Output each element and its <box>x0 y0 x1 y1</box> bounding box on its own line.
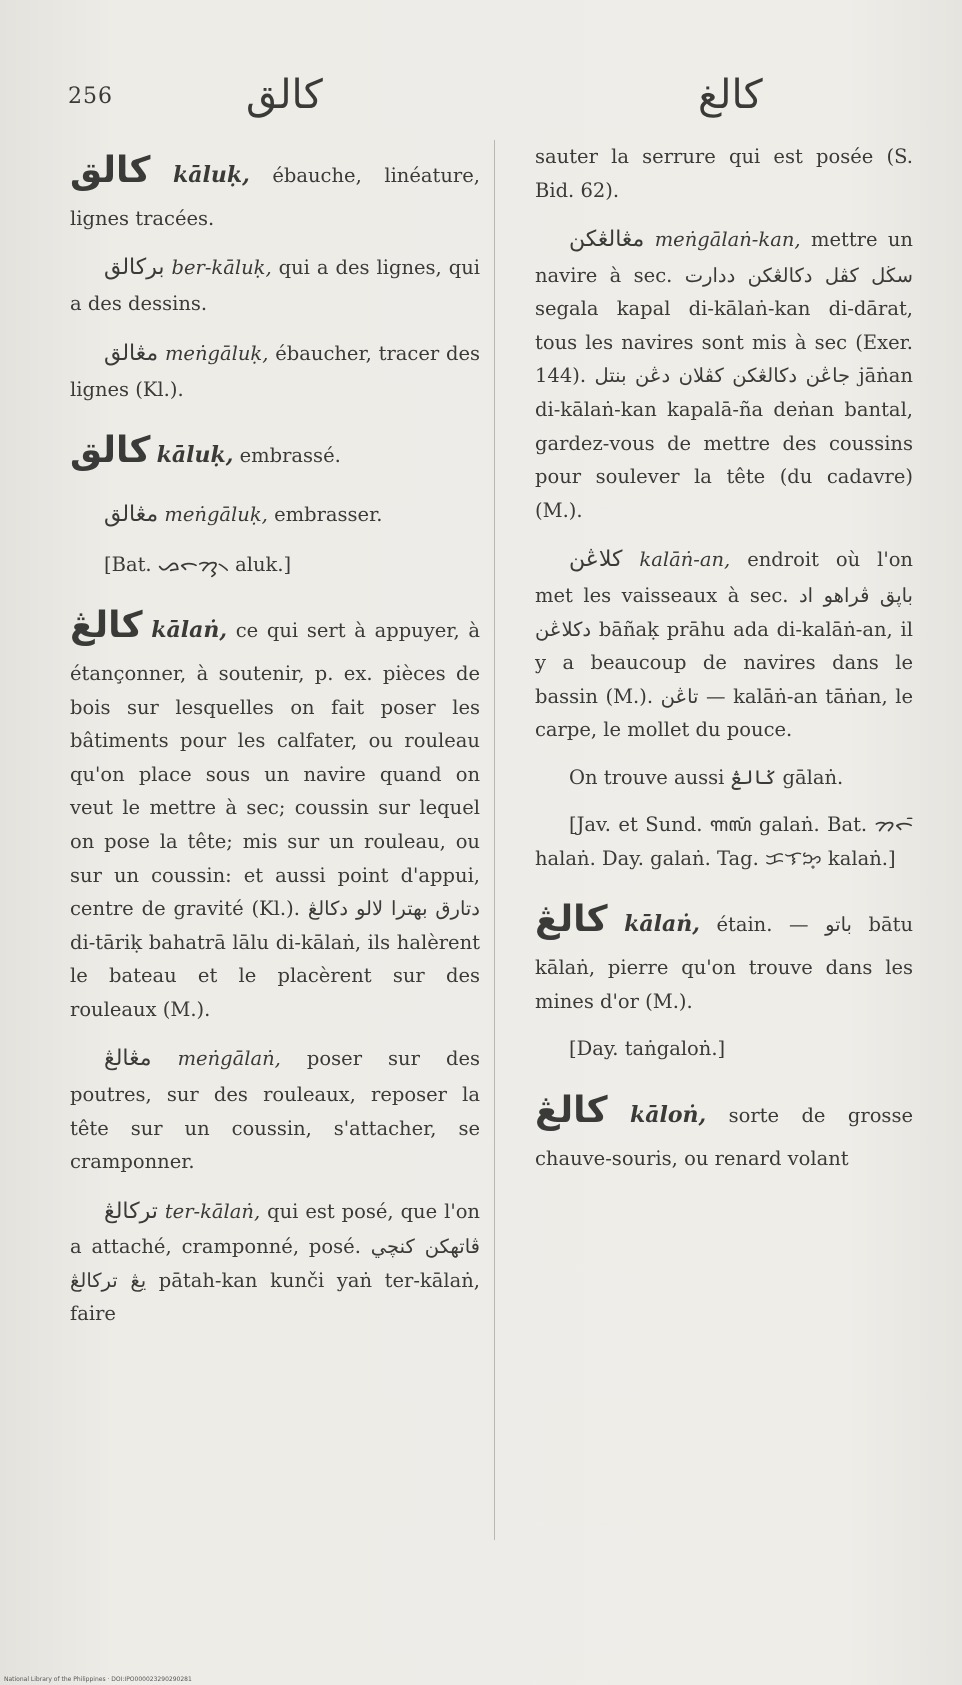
definition-text: qui est posé, que l'on a attaché, cramponné, posé. ڤاتهكن كنچي يڠ تركالڠ pātah-kan kunči yaṅ ter-kālaṅ, faire <box>70 1199 481 1326</box>
definition-text: qui a des lignes, qui a des dessins. <box>70 256 481 316</box>
definition-text: sauter la serrure qui est posée (S. Bid. 62). <box>535 145 913 202</box>
definition-text: [Day. taṅgaloṅ.] <box>569 1037 726 1061</box>
arabic-headword: كالڠ <box>535 1089 608 1131</box>
footer-credit: National Library of the Philippines · DOI:IPO000023290290281 <box>4 1676 192 1683</box>
dictionary-entry <box>70 595 480 1026</box>
arabic-headword: كالڠ <box>70 605 143 647</box>
left-column <box>70 140 480 1345</box>
dictionary-entry <box>70 140 480 235</box>
column-divider <box>494 140 495 1540</box>
definition-text: embrasser. <box>267 503 383 527</box>
arabic-headword: كلاڠن <box>569 547 623 573</box>
page-number: 256 <box>68 84 113 109</box>
definition-text: ébauche, linéature, lignes tracées. <box>70 164 480 230</box>
arabic-headword: تركالڠ <box>104 1198 158 1224</box>
definition-text: étain. — باتو bātu kālaṅ, pierre qu'on trouve dans les mines d'or (M.). <box>535 913 913 1013</box>
definition-text: poser sur des poutres, sur des rouleaux, reposer la tête sur un coussin, s'attacher, se cramponner. <box>70 1047 481 1174</box>
arabic-headword: كالڠ <box>535 899 608 941</box>
dictionary-entry <box>535 808 913 875</box>
dictionary-entry <box>70 1040 480 1178</box>
dictionary-entry <box>535 1032 913 1066</box>
romanized-headword: meṅgālaṅ, <box>177 1047 281 1071</box>
romanized-headword: kālaṅ, <box>151 617 228 644</box>
romanized-headword: kāluḳ, <box>156 442 234 469</box>
dictionary-entry <box>70 496 480 534</box>
romanized-headword: meṅgālaṅ-kan, <box>654 228 801 252</box>
arabic-headword: مڠالق <box>104 340 159 366</box>
romanized-headword: kāloṅ, <box>629 1101 707 1128</box>
dictionary-entry <box>535 140 913 207</box>
dictionary-entry <box>535 1080 913 1175</box>
arabic-headword: مڠالڠ <box>104 1046 152 1072</box>
definition-text: embrassé. <box>233 444 341 468</box>
arabic-headword: بركالق <box>104 255 165 281</box>
romanized-headword: meṅgāluḳ, <box>164 341 269 365</box>
definition-text: sorte de grosse chauve-souris, ou renard volant <box>535 1103 913 1170</box>
definition-text: endroit où l'on met les vaisseaux à sec. باپق ڤراهو اد دكلاڠن bāñaḳ prāhu ada di-kalāṅ-an, il y a beaucoup de navires dans le bassin (M.). تاڠن — kalāṅ-an tāṅan, le carpe, le mollet du pouce. <box>535 548 913 742</box>
romanized-headword: kālaṅ, <box>624 911 700 938</box>
romanized-headword: ter-kālaṅ, <box>164 1199 261 1223</box>
arabic-headword: مڠالڠكن <box>569 227 645 253</box>
dictionary-entry <box>70 548 480 582</box>
arabic-headword: كالق <box>70 150 151 191</box>
definition-text: [Bat. ᯀᯞᯮᯂ᯲ aluk.] <box>104 552 292 576</box>
arabic-headword: مڠالق <box>104 502 159 528</box>
right-column <box>535 140 913 1189</box>
romanized-headword: kalāṅ-an, <box>639 548 731 572</box>
dictionary-entry <box>535 541 913 746</box>
dictionary-entry <box>535 761 913 795</box>
dictionary-entry <box>70 420 480 482</box>
dictionary-entry <box>70 1193 480 1331</box>
page-header <box>68 72 922 138</box>
running-headword-right: كالغ <box>698 72 763 118</box>
romanized-headword: ber-kāluḳ, <box>171 256 272 280</box>
definition-text: ce qui sert à appuyer, à étançonner, à soutenir, p. ex. pièces de bois sur lesquelles on fait poser les bâtiments pour les calfater, ou rouleau qu'on place sous un navire quand on veut le mettre à sec; coussin sur lequel on pose la tête; mis sur un rouleau, ou sur un coussin: et aussi point d'appui, centre de gravité (Kl.). دتارق بهترا لالو دكالڠ di-tāriḳ bahatrā lālu di-kālaṅ, ils halèrent le bateau et le placèrent sur des rouleaux (M.). <box>70 619 480 1021</box>
running-headword-left: كالق <box>246 72 323 118</box>
dictionary-entry <box>535 889 913 1018</box>
definition-text: mettre un navire à sec. سڬل كڤل دكالڠكن ددارت segala kapal di-kālaṅ-kan di-dārat, tous les navires sont mis à sec (Exer. 144). جاڠن دكالڠكن كڤلان دڠن بنتل jāṅan di-kālaṅ-kan kapalā-ña deṅan bantal, gardez-vous de mettre des coussins pour soulever la tête (du cadavre) (M.). <box>535 228 913 522</box>
dictionary-entry <box>70 249 480 320</box>
arabic-headword: كالق <box>70 430 151 472</box>
dictionary-entry <box>70 335 480 406</box>
definition-text: On trouve aussi ݢالڠ gālaṅ. <box>569 765 844 789</box>
definition-text: ébaucher, tracer des lignes (Kl.). <box>70 341 480 401</box>
romanized-headword: kāluḳ, <box>173 162 250 188</box>
definition-text: [Jav. et Sund. ꦒꦭꦁ galaṅ. Bat. ᯂᯞᯰ halaṅ. Day. galaṅ. Tag. ᜃᜎᜅ᜔ kalaṅ.] <box>535 813 913 870</box>
romanized-headword: meṅgāluḳ, <box>164 503 268 527</box>
dictionary-entry <box>535 221 913 527</box>
